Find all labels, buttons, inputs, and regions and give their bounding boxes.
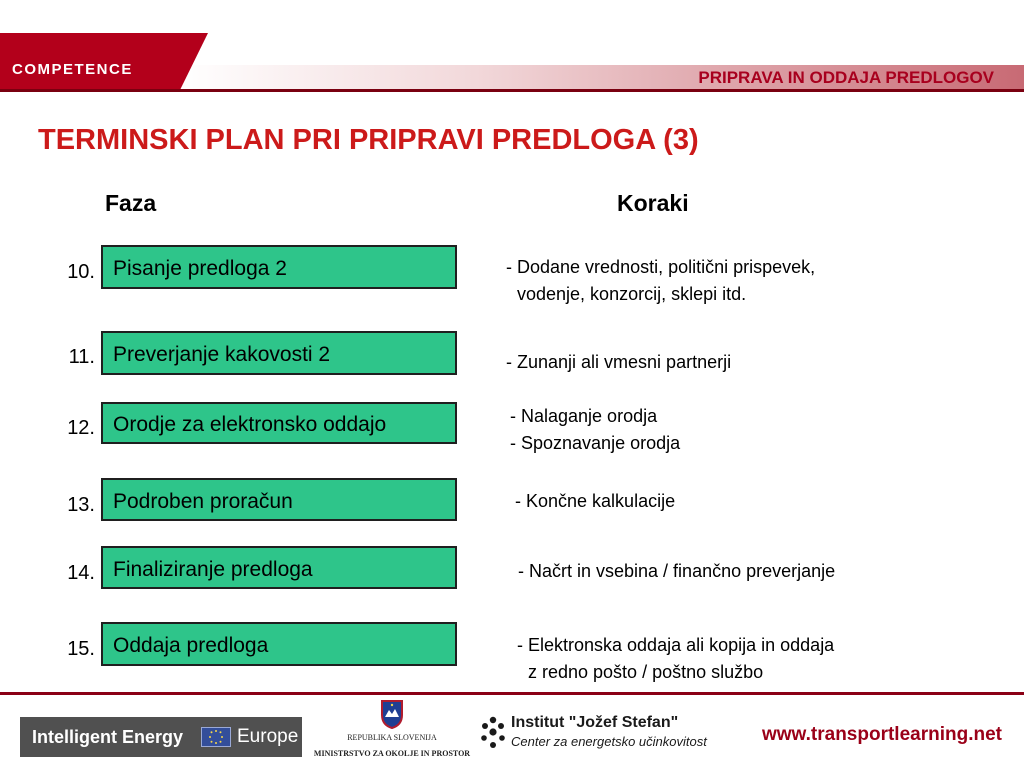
phase-label: Orodje za elektronsko oddajo xyxy=(113,413,387,436)
eu-flag-icon xyxy=(201,727,231,747)
header-divider xyxy=(0,89,1024,92)
step-number: 11. xyxy=(68,346,95,368)
ijs-logo xyxy=(479,714,709,754)
slo-ministry-label: MINISTRSTVO ZA OKOLJE IN PROSTOR xyxy=(313,749,471,758)
slide-title: TERMINSKI PLAN PRI PRIPRAVI PREDLOGA (3) xyxy=(38,124,699,156)
slo-republic-label: REPUBLIKA SLOVENIJA xyxy=(347,733,437,742)
phase-label: Finaliziranje predloga xyxy=(113,558,313,581)
step-line: vodenje, konzorcij, sklepi itd. xyxy=(517,284,747,304)
intelligent-energy-europe-logo xyxy=(20,717,302,757)
step-number: 12. xyxy=(67,417,95,439)
ijs-dots-icon xyxy=(479,716,507,750)
header-title: PRIPRAVA IN ODDAJA PREDLOGOV xyxy=(698,68,994,87)
step-description xyxy=(510,403,680,457)
step-number: 10. xyxy=(67,261,95,283)
slovenia-coat-of-arms-icon xyxy=(380,699,404,729)
republika-slovenija-logo xyxy=(312,697,472,765)
step-number: 14. xyxy=(67,562,95,584)
website-link[interactable]: www.transportlearning.net xyxy=(762,724,1002,745)
phase-box xyxy=(101,331,457,375)
column-header-phase: Faza xyxy=(105,190,157,216)
step-line: - Zunanji ali vmesni partnerji xyxy=(506,352,732,372)
step-description xyxy=(515,488,675,515)
step-description xyxy=(517,632,834,686)
competence-logo: COMPETENCE xyxy=(12,61,133,78)
step-description xyxy=(518,558,835,585)
column-header-steps: Koraki xyxy=(617,190,689,216)
step-line: - Končne kalkulacije xyxy=(515,491,676,511)
phase-box xyxy=(101,402,457,444)
step-description xyxy=(506,349,731,376)
ijs-center: Center za energetsko učinkovitost xyxy=(511,734,707,749)
step-line: z redno pošto / poštno službo xyxy=(528,662,764,682)
iee-name: Intelligent Energy xyxy=(32,727,184,747)
step-number: 15. xyxy=(67,638,95,660)
phase-box xyxy=(101,546,457,589)
phase-box xyxy=(101,478,457,521)
phase-label: Podroben proračun xyxy=(113,490,293,513)
phase-label: Oddaja predloga xyxy=(113,634,269,657)
step-description xyxy=(506,254,815,308)
phase-box xyxy=(101,622,457,666)
step-line: - Načrt in vsebina / finančno preverjanje xyxy=(518,561,836,581)
footer-divider xyxy=(0,692,1024,695)
phase-label: Preverjanje kakovosti 2 xyxy=(113,343,331,366)
step-line: - Spoznavanje orodja xyxy=(510,433,681,453)
phase-label: Pisanje predloga 2 xyxy=(113,257,287,280)
step-number: 13. xyxy=(67,494,95,516)
ijs-name: Institut "Jožef Stefan" xyxy=(511,714,679,731)
step-line: - Elektronska oddaja ali kopija in oddaja xyxy=(517,635,835,655)
phase-box xyxy=(101,245,457,289)
iee-region: Europe xyxy=(237,726,299,747)
step-line: - Nalaganje orodja xyxy=(510,406,658,426)
step-line: - Dodane vrednosti, politični prispevek, xyxy=(506,257,816,277)
